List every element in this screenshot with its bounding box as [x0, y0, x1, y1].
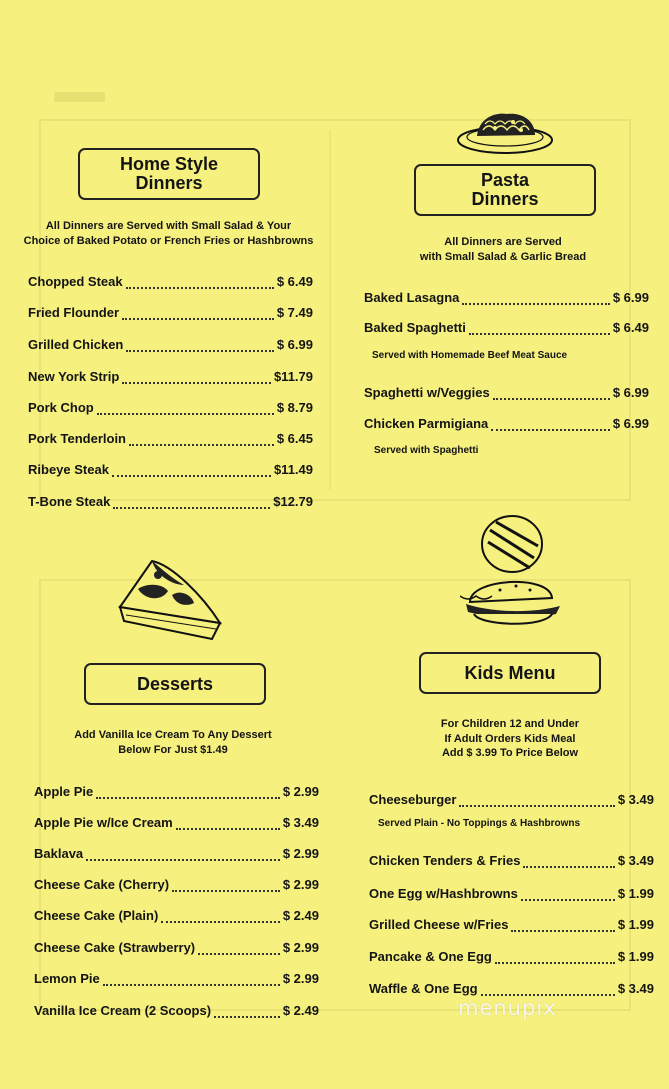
menu-item [28, 462, 313, 477]
menu-item [364, 320, 649, 335]
menu-item-name: Apple Pie [34, 784, 94, 799]
menu-item [34, 784, 319, 799]
menu-item-price: $ 3.49 [617, 792, 654, 807]
menu-item-name: Chicken Tenders & Fries [369, 853, 521, 868]
pasta-title-line1: Pasta [480, 170, 530, 190]
menu-item-price: $ 1.99 [617, 917, 654, 932]
menu-item [369, 917, 654, 932]
menu-item [34, 940, 319, 955]
menu-item-price: $ 3.49 [617, 981, 654, 996]
menu-item-name: Baked Lasagna [364, 290, 460, 305]
menu-item [34, 846, 319, 861]
menu-item-name: One Egg w/Hashbrowns [369, 886, 518, 901]
menu-item-price: $ 3.49 [282, 815, 319, 830]
pasta-note [384, 235, 622, 264]
spaghetti-plate-icon [455, 108, 555, 158]
menu-item [28, 400, 313, 415]
menu-item-price: $ 2.99 [282, 940, 319, 955]
menu-item-name: Grilled Chicken [28, 337, 124, 352]
menu-item [364, 290, 649, 305]
menu-item-price: $ 1.99 [617, 949, 654, 964]
menu-item-description: Served with Homemade Beef Meat Sauce [372, 350, 568, 361]
menu-item-name: Baklava [34, 846, 84, 861]
home-style-note-line2: Choice of Baked Potato or French Fries or Hashbrowns [23, 234, 314, 247]
menu-item-name: Cheese Cake (Plain) [34, 908, 159, 923]
menu-item [34, 877, 319, 892]
desserts-note-line2: Below For Just $1.49 [118, 743, 228, 756]
menu-item-price: $ 1.99 [617, 886, 654, 901]
pasta-title-line2: Dinners [471, 189, 539, 209]
menu-item-name: Fried Flounder [28, 305, 119, 320]
kids-note [390, 717, 630, 761]
menu-item [364, 385, 649, 400]
menu-item-name: Lemon Pie [34, 971, 100, 986]
menu-item-name: Chicken Parmigiana [364, 416, 489, 431]
home-style-note-line1: All Dinners are Served with Small Salad & Your [45, 220, 292, 232]
menu-item-name: Cheese Cake (Cherry) [34, 877, 170, 892]
home-style-note [16, 219, 321, 248]
menu-item-price: $ 6.45 [276, 431, 313, 446]
menu-item-name: Grilled Cheese w/Fries [369, 917, 509, 932]
bleed-through-text: ▁ [55, 28, 111, 102]
menu-item-price: $ 7.49 [276, 305, 313, 320]
watermark: menupix [458, 996, 557, 1020]
menu-item [369, 853, 654, 868]
menu-item-price: $ 2.49 [282, 1003, 319, 1018]
desserts-title: Desserts [136, 673, 214, 694]
menu-item-price: $ 2.99 [282, 846, 319, 861]
menu-item-price: $ 8.79 [276, 400, 313, 415]
menu-item [369, 886, 654, 901]
menu-item-price: $ 6.99 [276, 337, 313, 352]
menu-item [369, 792, 654, 807]
menu-item [34, 908, 319, 923]
home-style-dinners-header [78, 148, 260, 200]
menu-item [28, 369, 313, 384]
menu-item-name: Apple Pie w/Ice Cream [34, 815, 173, 830]
menu-item [34, 1003, 319, 1018]
menu-item [364, 416, 649, 431]
menu-item-price: $ 2.99 [282, 971, 319, 986]
menu-item-price: $12.79 [273, 494, 313, 509]
menu-item [34, 971, 319, 986]
kids-menu-title: Kids Menu [464, 662, 556, 683]
menu-item-price: $ 3.49 [617, 853, 654, 868]
menu-item [28, 431, 313, 446]
menu-item-price: $ 6.49 [612, 320, 649, 335]
desserts-note [38, 728, 308, 757]
menu-item-description: Served with Spaghetti [374, 445, 479, 456]
desserts-note-line1: Add Vanilla Ice Cream To Any Dessert [74, 729, 272, 741]
menu-item-name: New York Strip [28, 369, 120, 384]
pie-slice-icon [112, 555, 227, 645]
menu-item [28, 337, 313, 352]
menu-item [34, 815, 319, 830]
pasta-dinners-header [414, 164, 596, 216]
kids-note-line1: For Children 12 and Under [440, 718, 580, 730]
menu-item-name: Waffle & One Egg [369, 981, 478, 996]
menu-item-name: Pork Chop [28, 400, 94, 415]
menu-item-price: $11.79 [273, 369, 313, 384]
menu-item-price: $ 6.99 [612, 385, 649, 400]
menu-item-name: Baked Spaghetti [364, 320, 466, 335]
menu-item-name: Chopped Steak [28, 274, 123, 289]
menu-item-name: Pork Tenderloin [28, 431, 126, 446]
menu-item-name: Spaghetti w/Veggies [364, 385, 490, 400]
pasta-note-line1: All Dinners are Served [444, 236, 562, 248]
menu-item [28, 305, 313, 320]
menu-item-price: $11.49 [273, 462, 313, 477]
menu-item-name: T-Bone Steak [28, 494, 111, 509]
menu-item-price: $ 6.99 [612, 416, 649, 431]
menu-item [28, 274, 313, 289]
desserts-header [84, 663, 266, 705]
menu-item [369, 981, 654, 996]
menu-item [369, 949, 654, 964]
kids-menu-header [419, 652, 601, 694]
hamburger-icon [460, 510, 565, 638]
menu-item-name: Pancake & One Egg [369, 949, 492, 964]
menu-item-name: Cheese Cake (Strawberry) [34, 940, 196, 955]
menu-item-price: $ 2.49 [282, 908, 319, 923]
menu-item-name: Ribeye Steak [28, 462, 109, 477]
menu-item-price: $ 6.99 [612, 290, 649, 305]
kids-note-line3: Add $ 3.99 To Price Below [441, 747, 579, 759]
menu-item-price: $ 2.99 [282, 877, 319, 892]
menu-item-price: $ 2.99 [282, 784, 319, 799]
home-style-title-line2: Dinners [135, 173, 203, 193]
menu-item-price: $ 6.49 [276, 274, 313, 289]
menu-item-name: Cheeseburger [369, 792, 457, 807]
menu-item-name: Vanilla Ice Cream (2 Scoops) [34, 1003, 212, 1018]
home-style-title-line1: Home Style [119, 154, 219, 174]
menu-item [28, 494, 313, 509]
menu-item-description: Served Plain - No Toppings & Hashbrowns [378, 818, 581, 829]
pasta-note-line2: with Small Salad & Garlic Bread [419, 250, 587, 263]
kids-note-line2: If Adult Orders Kids Meal [444, 732, 576, 745]
